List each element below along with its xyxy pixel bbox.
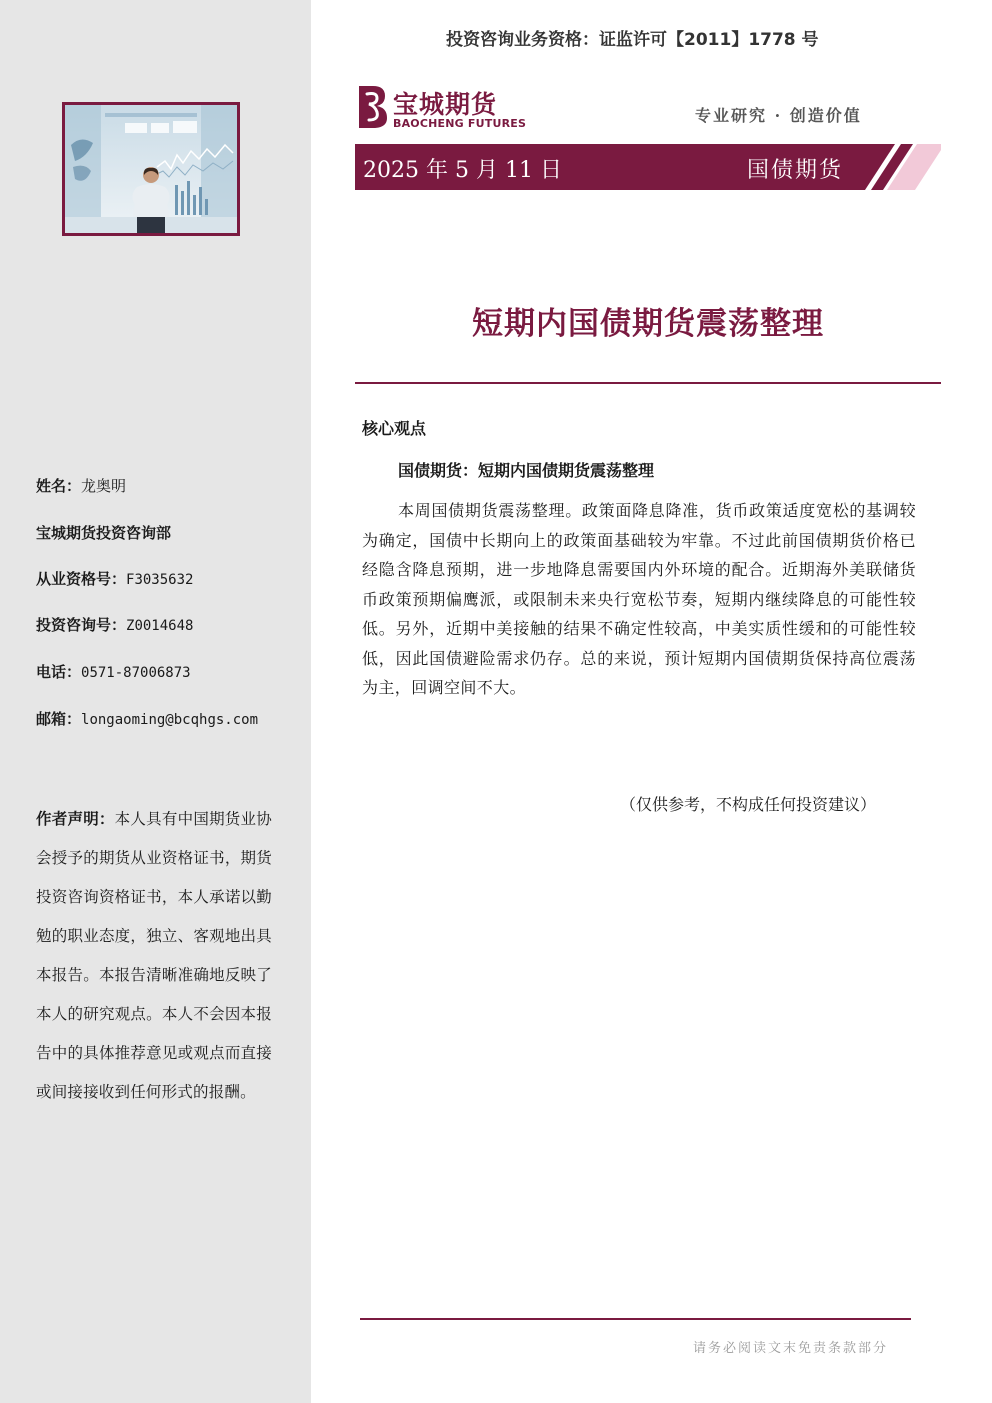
businessman-charts-illustration	[65, 105, 237, 233]
company-logo	[355, 84, 525, 134]
reference-note: （仅供参考，不构成任何投资建议）	[620, 795, 877, 814]
slogan: 专业研究 · 创造价值	[695, 106, 862, 125]
report-date: 2025 年 5 月 11 日	[363, 158, 562, 183]
name-label: 姓名：	[36, 477, 82, 495]
advisory-row	[36, 615, 193, 636]
statement-label: 作者声明：	[36, 810, 115, 828]
subheading: 国债期货：短期内国债期货震荡整理	[398, 461, 655, 480]
email-address[interactable]: longaoming@bcqhgs.com	[81, 712, 259, 728]
sidebar	[0, 0, 311, 1403]
date-banner	[355, 144, 941, 190]
logo-b-icon	[355, 84, 389, 130]
report-sector: 国债期货	[747, 158, 844, 183]
report-title: 短期内国债期货震荡整理	[472, 306, 824, 342]
phone-label: 电话：	[36, 663, 82, 681]
qualification-text: 投资咨询业务资格：证监许可【2011】1778 号	[446, 30, 819, 50]
footer-disclaimer: 请务必阅读文末免责条款部分	[693, 1341, 889, 1356]
author-statement	[36, 800, 272, 1112]
email-row	[36, 709, 258, 730]
license-label: 从业资格号：	[36, 570, 127, 588]
section-heading: 核心观点	[362, 419, 427, 438]
phone-row	[36, 662, 191, 683]
footer-divider	[360, 1318, 911, 1320]
logo-chinese-name: 宝城期货	[393, 90, 498, 119]
advisory-number: Z0014648	[126, 618, 194, 634]
advisory-label: 投资咨询号：	[36, 616, 127, 634]
phone-number: 0571-87006873	[81, 665, 191, 681]
license-number: F3035632	[126, 572, 194, 588]
email-label: 邮箱：	[36, 710, 82, 728]
analyst-name-row	[36, 476, 126, 496]
title-divider	[355, 382, 941, 384]
logo-english-name: BAOCHENG FUTURES	[393, 117, 527, 130]
statement-text: 本人具有中国期货业协会授予的期货从业资格证书，期货投资咨询资格证书，本人承诺以勤勉的职业态度，独立、客观地出具本报告。本报告清晰准确地反映了本人的研究观点。本人不会因本报告中的具体推荐意见或观点而直接或间接接收到任何形式的报酬。	[36, 810, 272, 1101]
hero-image	[62, 102, 240, 236]
body-paragraph: 本周国债期货震荡整理。政策面降息降准，货币政策适度宽松的基调较为确定，国债中长期向上的政策面基础较为牢靠。不过此前国债期货价格已经隐含降息预期，进一步地降息需要国内外环境的配合。近期海外美联储货币政策预期偏鹰派，或限制未来央行宽松节奏，短期内继续降息的可能性较低。另外，近期中美接触的结果不确定性较高，中美实质性缓和的可能性较低，因此国债避险需求仍存。总的来说，预计短期内国债期货保持高位震荡为主，回调空间不大。	[362, 501, 916, 697]
department: 宝城期货投资咨询部	[36, 524, 172, 542]
license-row	[36, 569, 193, 590]
analyst-name: 龙奥明	[81, 477, 127, 495]
